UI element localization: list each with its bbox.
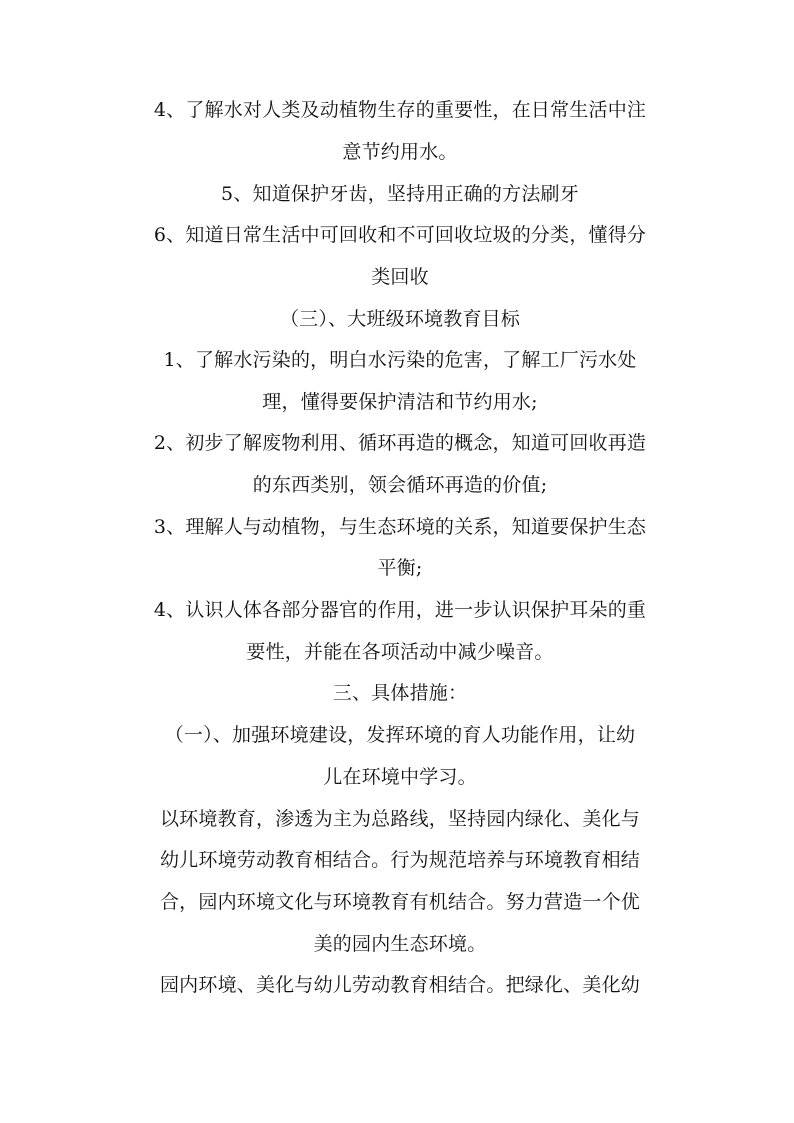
text-line: 儿在环境中学习。 — [323, 766, 477, 788]
section-heading: （一）、加强环境建设，发挥环境的育人功能作用，让幼 — [164, 724, 636, 746]
text-line: 1、了解水污染的，明白水污染的危害，了解工厂污水处 — [163, 349, 637, 371]
text-line: 3、理解人与动植物，与生态环境的关系，知道要保护生态 — [153, 516, 647, 538]
text-line: 理，懂得要保护清洁和节约用水; — [262, 391, 538, 413]
text-line: 合，园内环境文化与环境教育有机结合。努力营造一个优 — [159, 891, 640, 913]
text-line: 6、知道日常生活中可回收和不可回收垃圾的分类，懂得分 — [153, 224, 647, 246]
text-line: 4、了解水对人类及动植物生存的重要性，在日常生活中注 — [153, 99, 647, 121]
text-line: 2、初步了解废物利用、循环再造的概念，知道可回收再造 — [153, 432, 647, 454]
text-line: 美的园内生态环境。 — [313, 933, 487, 955]
text-line: 4、认识人体各部分器官的作用，进一步认识保护耳朵的重 — [153, 599, 647, 621]
text-line: 园内环境、美化与幼儿劳动教育相结合。把绿化、美化幼 — [159, 974, 640, 996]
text-line: 类回收 — [371, 266, 429, 288]
text-line: 5、知道保护牙齿，坚持用正确的方法刷牙 — [221, 183, 579, 205]
section-heading: （三）、大班级环境教育目标 — [279, 308, 521, 330]
text-line: 意节约用水。 — [342, 141, 458, 163]
text-line: 的东西类别，领会循环再造的价值; — [252, 474, 548, 496]
text-line: 平衡; — [377, 557, 423, 579]
section-heading: 三、具体措施： — [332, 682, 468, 704]
text-line: 要性，并能在各项活动中减少噪音。 — [246, 641, 554, 663]
text-line: 幼儿环境劳动教育相结合。行为规范培养与环境教育相结 — [159, 849, 640, 871]
text-line: 以环境教育，渗透为主为总路线，坚持园内绿化、美化与 — [159, 808, 640, 830]
